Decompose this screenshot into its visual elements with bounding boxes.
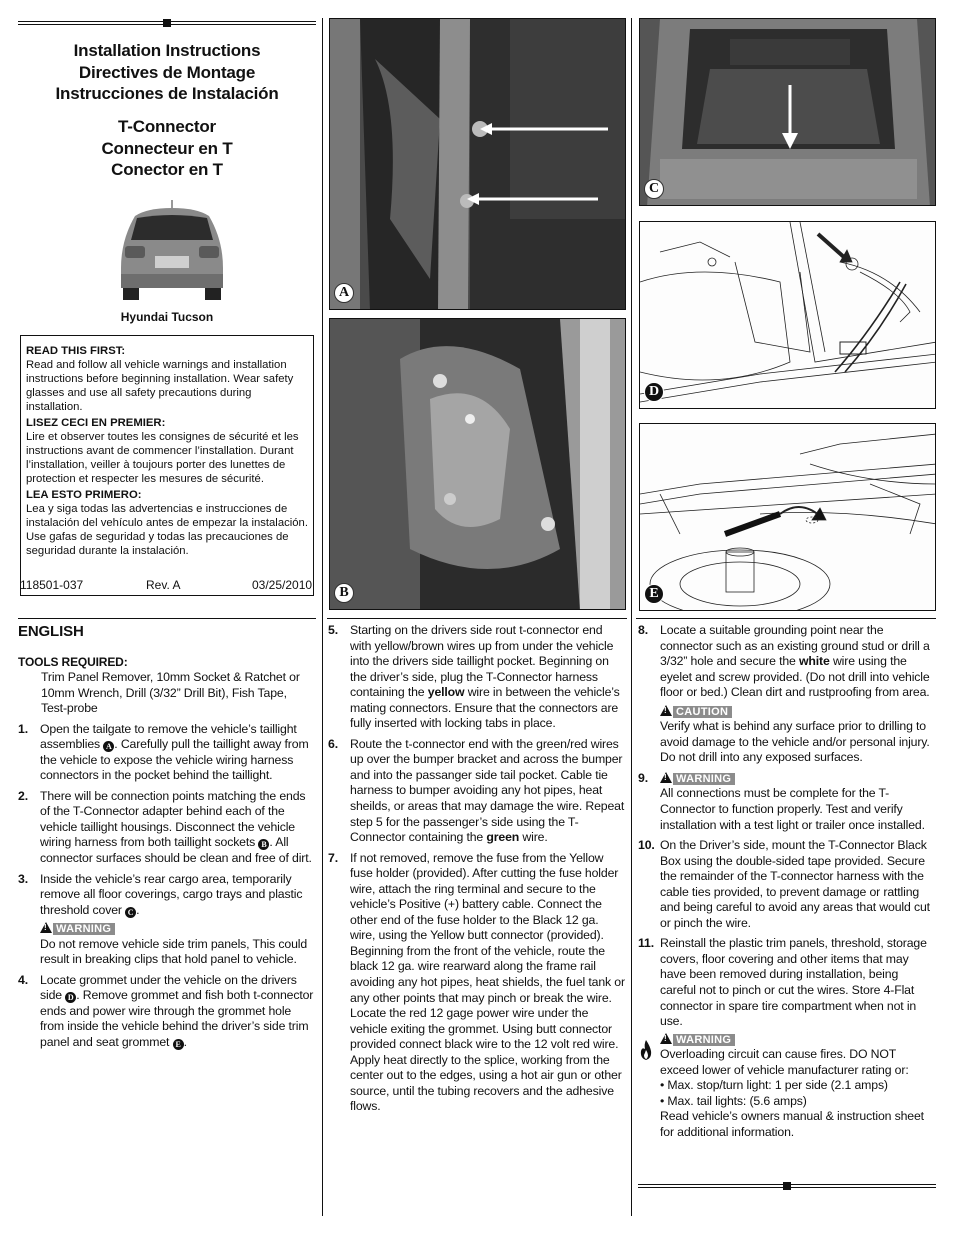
step-4-text-c: . [183, 1035, 187, 1050]
step-2-text-b: . All connector surfaces should be clean and free of dirt. [40, 835, 312, 866]
read-first-es-heading: LEA ESTO PRIMERO: [26, 489, 142, 501]
step-6 [328, 737, 626, 846]
diagram-d [639, 221, 936, 409]
step-10-number: 10. [638, 838, 655, 853]
warning-icon [660, 1033, 672, 1044]
step-4-number: 4. [18, 972, 28, 987]
step-7 [328, 851, 626, 1115]
title-fr: Directives de Montage [78, 62, 256, 82]
step-4-text-a: Locate grommet under the vehicle on the drivers side [40, 972, 297, 1003]
diagram-e [639, 423, 936, 611]
diagram-d-label: D [644, 382, 664, 402]
photo-c-label: C [644, 179, 664, 199]
fire-icon [639, 1040, 653, 1060]
english-column [18, 622, 314, 1056]
fire-warning-label: WARNING [673, 1034, 735, 1046]
revision: Rev. A [146, 578, 181, 592]
title-block [20, 40, 314, 105]
product-block [20, 116, 314, 181]
ref-c-icon: C [125, 907, 136, 918]
caution-block [660, 704, 936, 766]
step-11-number: 11. [638, 936, 654, 951]
step-7-text: If not removed, remove the fuse from the Yellow fuse holder (provided). After cutting the fuse holder wire, attach the ring terminal and secure to the vehicle’s Positive (+) battery cable. Connect the other end of the fuse holder to the Black 12 ga. wire, using the Yellow butt connector (provided). Beginning from the front of the vehicle, route the black 12 ga. wire rearward along the frame rail avoiding any hot pipes, heat shields, the fuel tank or any other points that may pinch or break the wire. Locate the red 12 gage power wire under the vehicle exiting the grommet. Using butt connector provided connect black wire to the 12 volt red wire. Apply heat directly to the splice, working from the center out to the edges, using a hot air gun or other source, until the tubing recovers and the adhesive flows. [350, 850, 625, 1114]
fire-warning-text: Overloading circuit can cause fires. DO NOT exceed lower of vehicle manufacturer rating or: [660, 1047, 909, 1077]
step-8 [638, 623, 936, 701]
step-9-warning-label: WARNING [673, 773, 735, 785]
column-2 [328, 623, 626, 1120]
fire-warning-block [660, 1032, 936, 1141]
step-5-text-b: wire in between the vehicle’s mating connectors. Ensure that the connectors are fully inserted with locking tabs in place. [350, 685, 620, 731]
step-2-number: 2. [18, 788, 28, 803]
step-5-number: 5. [328, 623, 338, 637]
step-1-number: 1. [18, 721, 28, 736]
bullet-stop-turn: • Max. stop/turn light: 1 per side (2.1 amps) [660, 1078, 888, 1093]
part-number: 118501-037 [20, 578, 84, 592]
step-8-bold: white [798, 654, 830, 669]
diagram-e-label: E [644, 584, 664, 604]
step-5-text-a: Starting on the drivers side rout t-connector end with yellow/brown wires up from under the vehicle into the drivers side taillight pocket. Beginning on the driver’s side, plug the T-Connector harness containing the [350, 623, 614, 700]
title-en: Installation Instructions [73, 41, 261, 60]
vehicle-caption: Hyundai Tucson [120, 310, 214, 324]
english-heading: ENGLISH [18, 623, 84, 640]
caution-label: CAUTION [673, 706, 732, 718]
bullet-tail-lights: • Max. tail lights: (5.6 amps) [660, 1093, 807, 1108]
section-rule-right [636, 618, 936, 619]
step-9-text: All connections must be complete for the T-Connector to function properly. Test and verify installation with a test light or trailer once installed. [660, 786, 925, 832]
product-es: Conector en T [111, 160, 223, 179]
read-first-en-text: Read and follow all vehicle warnings and installation instructions before beginning installation. Wear safety glasses and use all safety precautions during installation. [26, 359, 294, 413]
column-3 [638, 623, 936, 1141]
step-3-number: 3. [18, 871, 28, 886]
ref-a-icon: A [103, 741, 114, 752]
column-divider-2 [631, 18, 632, 1216]
read-first-es-text: Lea y siga todas las advertencias e instrucciones de instalación del vehículo antes de empezar la instalación. Use gafas de seguridad y todas las precauciones de seguridad durante la instalación. [26, 503, 308, 557]
step-8-text-a: Locate a suitable grounding point near the connector such as an existing ground stud or drill a 3/32” hole and secure the [660, 623, 930, 669]
step-2-text-a: There will be connection points matching the ends of the T-Connector adapter behind each of the vehicle taillight housings. Disconnect the vehicle wiring harness from both taillight sockets [40, 788, 306, 850]
step-6-text-a: Route the t-connector end with the green/red wires up over the bumper bracket and across the bumper and into the passanger side tail pocket. Cable tie harness to bumper avoiding any hot pipes, heat sheilds, or areas that may damage the wire. Repeat step 5 for the passenger’s side using the T-Connector containing the [350, 736, 625, 845]
step-9 [638, 771, 936, 833]
step-3 [18, 872, 314, 919]
step-3-text-b: . [136, 902, 140, 917]
read-first-box [20, 335, 314, 596]
step-8-text-b: wire using the eyelet and screw provided. (Do not drill into vehicle floor or bed.) Clean dirt and rustproofing from area. [660, 654, 930, 700]
step-10-text: On the Driver’s side, mount the T-Connector Black Box using the double-sided tape provided. Secure the remainder of the T-connector harness with the cable ties provided, to prevent damage or rattling and being careful to avoid any areas that would cut or pinch the wire. [660, 838, 930, 930]
bottom-rule-marker [783, 1182, 791, 1190]
warning-label: WARNING [53, 923, 115, 935]
caution-text: Verify what is behind any surface prior to drilling to avoid damage to the vehicle and/or personal injury. Do not drill into any exposed surfaces. [660, 719, 930, 765]
product-en: T-Connector [118, 117, 216, 136]
step-3-text-a: Inside the vehicle’s rear cargo area, temporarily remove all floor coverings, cargo trays and plastic threshold cover [40, 871, 303, 917]
column-divider-1 [322, 18, 323, 1216]
doc-date: 03/25/2010 [252, 578, 313, 592]
step-6-text-b: wire. [519, 830, 548, 845]
step-3-warning-text: Do not remove vehicle side trim panels, This could result in breaking clips that hold panel to vehicle. [40, 936, 308, 967]
title-es: Instrucciones de Instalación [55, 84, 279, 103]
product-fr: Connecteur en T [101, 138, 233, 158]
photo-a-label: A [334, 283, 354, 303]
step-11 [638, 936, 936, 1029]
ref-b-icon: B [258, 839, 269, 850]
read-first-en-heading: READ THIS FIRST: [26, 345, 126, 357]
read-first-fr-text: Lire et observer toutes les consignes de sécurité et les instructions avant de commencer l’installation. Durant l’installation, veiller à toujours porter des lunettes de protection et respecter les mesures de sécurité. [26, 431, 299, 485]
ref-d-icon: D [65, 992, 76, 1003]
step-5 [328, 623, 626, 732]
photo-b-label: B [334, 583, 354, 603]
warning-icon [660, 772, 672, 783]
step-9-number: 9. [638, 770, 648, 785]
ref-e-icon: E [173, 1039, 184, 1050]
photo-b [329, 318, 626, 610]
step-6-number: 6. [328, 736, 338, 751]
step-7-number: 7. [328, 850, 338, 865]
top-rule-marker [163, 19, 171, 27]
step-6-bold: green [486, 830, 520, 845]
warning-icon [40, 922, 52, 933]
step-11-text: Reinstall the plastic trim panels, threshold, storage covers, floor covering and other items that may have been removed during installation, being careful not to pinch or cut the wires. Store 4-Flat connector in spare tire compartment when not in use. [660, 936, 927, 1029]
caution-icon [660, 705, 672, 716]
step-3-warning [40, 921, 314, 968]
closing-note: Read vehicle’s owners manual & instruction sheet for additional information. [660, 1109, 924, 1139]
section-rule-mid [327, 618, 627, 619]
step-8-number: 8. [638, 623, 648, 637]
step-2 [18, 789, 314, 867]
step-4 [18, 973, 314, 1051]
step-1-text-a: Open the tailgate to remove the vehicle’s taillight assemblies [40, 721, 297, 752]
photo-c [639, 18, 936, 206]
step-1-text-b: . Carefully pull the taillight away from the vehicle to expose the vehicle wiring harness connectors in the pocket behind the taillight. [40, 737, 309, 783]
tools-heading: TOOLS REQUIRED: [18, 655, 128, 669]
vehicle-image [107, 196, 237, 306]
read-first-fr-heading: LISEZ CECI EN PREMIER: [26, 417, 166, 429]
step-5-bold: yellow [427, 685, 465, 700]
step-1 [18, 722, 314, 784]
step-4-text-b: . Remove grommet and fish both t-connector ends and power wire through the grommet hole from inside the vehicle behind the driver’s side trim panel and seat grommet [40, 988, 314, 1050]
section-rule-left [18, 618, 316, 619]
photo-a [329, 18, 626, 310]
tools-text: Trim Panel Remover, 10mm Socket & Ratchet or 10mm Wrench, Drill (3/32” Drill Bit), Fish Tape, Test-probe [41, 670, 300, 716]
step-10 [638, 838, 936, 931]
